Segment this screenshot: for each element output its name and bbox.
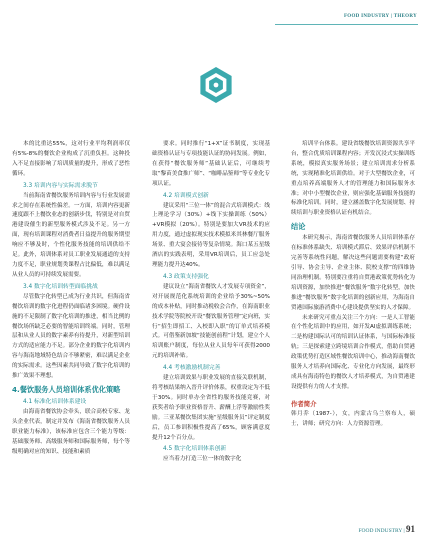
section-heading: 结论: [291, 222, 306, 232]
running-header: FOOD INDUSTRY | THEORY: [343, 14, 417, 19]
column-middle: [152, 140, 270, 465]
body-paragraph: 要求。同时推行“1+X”证书制度，实现基础资格认证与专项技能认证的协同发展。例如，在获得“餐饮服务师”基础认证后，可继续考取“黎苗美食推广师”、“咖啡品鉴师”等专业化专项认证。: [152, 141, 270, 187]
subsection-heading: 4.2 培训模式创新: [163, 192, 209, 199]
body-paragraph: 建议设立“海南省餐饮人才发展专项资金”，对开展规范化系统培训的企业给予30%~50%的成本补贴，同时推动税收会合作，在海南职业技术学院等院校开设“餐饮服务管理”定向班，实行“招生即招工、入校即入职”的订单式培养模式。可借鉴新加坡“技能创前程”计划，建立个人培训账户制度，每位从业人员每年可获得2000元的培训补贴。: [152, 283, 270, 360]
footer-label: FOOD INDUSTRY: [358, 528, 403, 534]
subsection-heading: 3.4 数字化培训转型面临挑战: [23, 283, 98, 290]
body-paragraph: 由海南省餐饮协会牵头，联合高校专家、龙头企业代表，制定并发布《海南省餐饮服务人员职业能力标准》，该标准应包含三个能力等级：基础服务师、高级服务师和国际服务师，每个等级明确对应的知识、技能和素质: [12, 408, 130, 455]
journal-emblem-icon: [196, 65, 236, 105]
column-right: [291, 140, 415, 430]
page-footer: FOOD INDUSTRY | 91: [358, 524, 415, 534]
body-paragraph: 韩月乔（1987-），女，内蒙古乌兰察布人，硕士，讲师；研究方向：人力资源管理。: [291, 410, 415, 427]
subsection-heading: 3.3 培训内容与实际需求脱节: [23, 182, 98, 189]
body-paragraph: 当前海南省餐饮服务培训内容与行业发展需求之间存在系统性偏差。一方面，培训内容更新速度跟不上餐饮业态的创新步伐，特别是对自贸港建设催生的新型服务模式涉及不足。另一方面，现有培训课程对消费者日益提升的服务期望响应不够及时，个性化服务技能的培训供给不足。此外，培训体系对员工职业发展通道的支持力度不足，职业规划类课程占比偏低，难以满足从业人员的可持续发展需要。: [12, 192, 130, 278]
body-paragraph: 本的比重达55%，这对行业平均利润率仅有5%-8%的餐饮企业构成了沉重负担。这种投入不足直接影响了培训质量的提升，形成了恶性循环。: [12, 141, 130, 177]
body-paragraph: 应当着力打造三位一体的数字化: [163, 456, 242, 463]
body-paragraph: 培训平台体系。建设省级餐饮培训资源共享平台，整合优质培训课程内容；开发沉浸式实操训练系统，模拟真实服务场景；建立培训需求分析系统，实现精准化培训供给。对于大型餐饮企业，可重点培养高端服务人才的管理能力和国际服务水准；对中小型餐饮企业，则应强化基础服务技能的标准化培训。同时，建立涵盖数字化发展规划、持续培训与职业资格认证有机结合。: [291, 141, 415, 217]
author-bio-heading: 作者简介: [291, 399, 317, 408]
subsection-heading: 4.1 标准化培训体系建设: [23, 398, 87, 405]
body-paragraph: 建议采用“三位一体”的混合式培训模式：线上理论学习（30%）+线下实操训练（50%）+VR模拟（20%）。特别是要加大VR技术的应用力度，通过虚拟现实技术模拟米其林餐厅服务场景、重大宴会接待等复杂情境。海口某五星级酒店的实践表明，采用VR培训后，员工应急处理能力提升达40%。: [152, 202, 270, 268]
subsection-heading: 4.3 政策支持强化: [163, 273, 209, 280]
column-left: [12, 140, 130, 457]
body-paragraph: 尽管数字化转型已成为行业共识，但海南省餐饮培训的数字化进程仍面临诸多困境。硬件设施的不足限制了数字化培训的推进，相当比例的餐饮场所缺乏必要的智能培训终端。同时，管理层和从业人员的数字素养有待提升，对新型培训方式的适应能力不足。部分企业的数字化培训内容与海南地域特色结合不够紧密，难以满足企业的实际需求。这些因素共同导致了数字化培训的推广效果不理想。: [12, 293, 130, 380]
body-paragraph: 未来研究可重点关注三个方向：一是人工智能在个性化培训中的应用，如开发AI虚拟训练系统；二是构建国际认可的培训认证体系，与国际标准接轨；三是探索建立跨境培训合作模式，借助自贸港政策优势打造区域性餐饮培训中心，推动海南餐饮服务人才培养向国际化、专业化方向发展，最终形成具有海南特色的餐饮人才培养模式，为自贸港建设提供有力的人才支撑。: [291, 314, 415, 390]
subsection-heading: 4.5 数字化培训体系创新: [163, 446, 227, 453]
header-rule: [275, 24, 418, 25]
page-number: 91: [406, 524, 415, 534]
section-heading: 4.餐饮服务人员培训体系优化策略: [12, 384, 121, 394]
body-paragraph: 本研究揭示，海南省餐饮服务人员培训体系存在标准体系缺失、培训模式滞后、效果评估机制不完善等系统性问题，解决这些问题需要构建“政府引导、协会主导、企业主体、院校支撑”的四维协同治理机制。特别要注重将自贸港政策优势转化为培训资源，加快推进“餐饮服务”数字化转型，加快推进“餐饮服务”数字化培训的创新应用，为海南自贸港国际旅游消费中心建设提供坚实的人才保障。: [291, 235, 415, 311]
body-paragraph: 建立培训效果与职业发展的直接关联机制，将考核结果纳入晋升评价体系，权重设定为不低于30%。同时单办全省性的服务技能竞赛，对获奖者给予职业资格晋升、薪酬上浮等激励性奖励。三亚某餐饮集团实施“星级服务员”评定制度后，员工参训积极性提高了65%，顾客满意度提升12个百分点。: [152, 375, 270, 441]
subsection-heading: 4.4 考核激励机制完善: [163, 365, 221, 372]
